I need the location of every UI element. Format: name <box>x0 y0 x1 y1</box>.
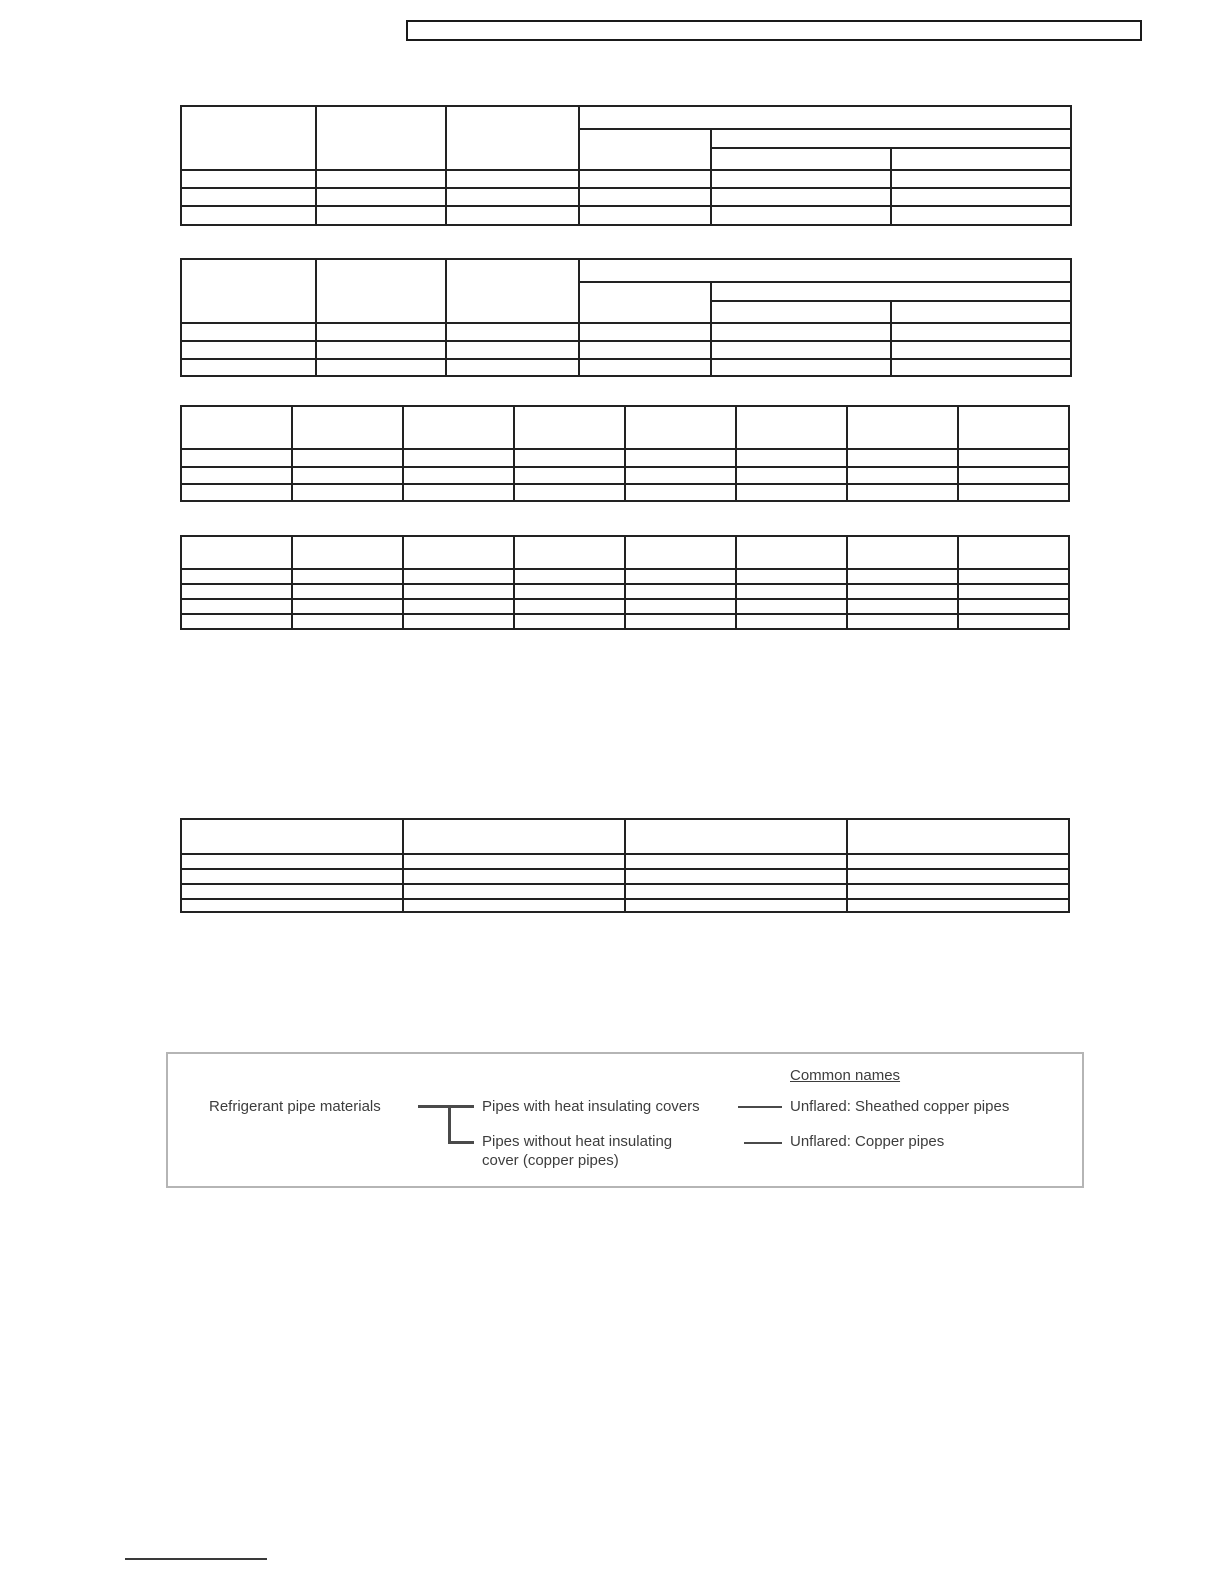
table-cell <box>403 484 514 501</box>
table-cell <box>711 323 891 341</box>
table-cell <box>958 584 1069 599</box>
branch-without-cover-label-line1: Pipes without heat insulating <box>482 1133 673 1150</box>
branch-with-cover-label: Pipes with heat insulating covers <box>482 1098 700 1115</box>
table-row <box>181 323 1071 341</box>
table-cell <box>891 301 1071 323</box>
table-2 <box>180 258 1072 377</box>
table-cell <box>958 569 1069 584</box>
table-cell <box>181 467 292 484</box>
table-cell <box>446 106 579 170</box>
common-names-heading: Common names <box>790 1067 901 1084</box>
table-cell <box>446 323 579 341</box>
table-cell <box>181 854 403 869</box>
table-row <box>181 188 1071 206</box>
table-row <box>181 854 1069 869</box>
table-row <box>181 206 1071 225</box>
table-cell <box>625 584 736 599</box>
table-cell <box>625 884 847 899</box>
table-cell <box>891 359 1071 376</box>
pipe-materials-diagram <box>166 1052 1084 1188</box>
root-connector-line <box>418 1105 450 1108</box>
table-cell <box>181 449 292 467</box>
table-cell <box>625 406 736 449</box>
table-cell <box>736 569 847 584</box>
table-cell <box>625 819 847 854</box>
table-row <box>181 341 1071 359</box>
branch-without-cover-label-line2: cover (copper pipes) <box>482 1152 619 1169</box>
table-row <box>181 449 1069 467</box>
table-cell <box>847 899 1069 912</box>
table-cell <box>891 188 1071 206</box>
table-cell <box>181 341 316 359</box>
bracket-vertical-line <box>448 1105 451 1144</box>
table-cell <box>292 467 403 484</box>
branch-with-cover-common-name: Unflared: Sheathed copper pipes <box>790 1098 1010 1115</box>
table-cell <box>736 484 847 501</box>
table-cell <box>711 170 891 188</box>
table-cell <box>403 614 514 629</box>
table-cell <box>958 449 1069 467</box>
table-row <box>181 259 1071 282</box>
table-4 <box>180 535 1070 630</box>
table-cell <box>736 406 847 449</box>
table-cell <box>514 614 625 629</box>
branch-without-cover-common-name: Unflared: Copper pipes <box>790 1133 945 1150</box>
table-cell <box>316 170 446 188</box>
table-1 <box>180 105 1072 226</box>
table-cell <box>711 206 891 225</box>
table-cell <box>446 206 579 225</box>
table-row <box>181 584 1069 599</box>
table-cell <box>711 301 891 323</box>
table-cell <box>847 599 958 614</box>
table-cell <box>891 206 1071 225</box>
table-cell <box>579 341 711 359</box>
table-cell <box>847 854 1069 869</box>
table-cell <box>514 569 625 584</box>
table-cell <box>403 536 514 569</box>
table-cell <box>403 819 625 854</box>
table-cell <box>711 282 1071 301</box>
table-row <box>181 170 1071 188</box>
table-cell <box>958 406 1069 449</box>
table-cell <box>403 869 625 884</box>
table-cell <box>847 614 958 629</box>
table-cell <box>403 854 625 869</box>
table-cell <box>446 259 579 323</box>
table-cell <box>847 819 1069 854</box>
table-row <box>181 536 1069 569</box>
table-row <box>181 899 1069 912</box>
table-cell <box>891 341 1071 359</box>
table-cell <box>292 536 403 569</box>
table-cell <box>181 259 316 323</box>
table-row <box>181 599 1069 614</box>
table-cell <box>711 341 891 359</box>
table-row <box>181 569 1069 584</box>
table-cell <box>958 467 1069 484</box>
table-cell <box>446 359 579 376</box>
table-row <box>181 819 1069 854</box>
table-cell <box>181 106 316 170</box>
table-5 <box>180 818 1070 913</box>
table-cell <box>403 884 625 899</box>
table-cell <box>514 536 625 569</box>
table-cell <box>736 449 847 467</box>
table-cell <box>958 484 1069 501</box>
table-cell <box>292 614 403 629</box>
table-cell <box>292 599 403 614</box>
table-cell <box>181 599 292 614</box>
table-cell <box>316 341 446 359</box>
table-cell <box>316 359 446 376</box>
table-cell <box>181 359 316 376</box>
table-cell <box>181 188 316 206</box>
table-row <box>181 359 1071 376</box>
table-cell <box>847 449 958 467</box>
table-cell <box>316 188 446 206</box>
table-cell <box>403 569 514 584</box>
table-row <box>181 484 1069 501</box>
table-cell <box>579 170 711 188</box>
table-cell <box>625 854 847 869</box>
branch2-name-connector-line <box>744 1142 782 1144</box>
table-cell <box>181 584 292 599</box>
table-cell <box>625 599 736 614</box>
header-box <box>406 20 1142 41</box>
table-cell <box>958 614 1069 629</box>
table-cell <box>579 259 1071 282</box>
table-cell <box>181 323 316 341</box>
footer-link[interactable] <box>125 1558 267 1560</box>
table-cell <box>514 599 625 614</box>
table-cell <box>711 148 891 170</box>
table-cell <box>514 584 625 599</box>
table-cell <box>736 467 847 484</box>
table-cell <box>736 614 847 629</box>
table-cell <box>891 148 1071 170</box>
table-cell <box>579 206 711 225</box>
table-cell <box>316 323 446 341</box>
table-cell <box>625 614 736 629</box>
table-cell <box>891 323 1071 341</box>
table-cell <box>579 359 711 376</box>
table-cell <box>181 536 292 569</box>
table-row <box>181 106 1071 129</box>
table-row <box>181 869 1069 884</box>
table-cell <box>579 282 711 323</box>
table-row <box>181 406 1069 449</box>
table-cell <box>625 449 736 467</box>
table-cell <box>736 536 847 569</box>
table-cell <box>403 406 514 449</box>
table-cell <box>446 341 579 359</box>
table-cell <box>958 599 1069 614</box>
table-row <box>181 467 1069 484</box>
table-cell <box>711 129 1071 148</box>
table-cell <box>292 584 403 599</box>
table-cell <box>316 106 446 170</box>
table-cell <box>847 584 958 599</box>
table-cell <box>711 359 891 376</box>
table-cell <box>847 484 958 501</box>
table-cell <box>181 869 403 884</box>
table-cell <box>446 188 579 206</box>
table-cell <box>292 569 403 584</box>
table-cell <box>847 406 958 449</box>
table-cell <box>847 536 958 569</box>
table-cell <box>403 584 514 599</box>
table-cell <box>625 536 736 569</box>
table-cell <box>711 188 891 206</box>
table-cell <box>847 467 958 484</box>
table-cell <box>579 106 1071 129</box>
table-cell <box>514 406 625 449</box>
table-cell <box>181 206 316 225</box>
table-cell <box>625 484 736 501</box>
table-cell <box>736 584 847 599</box>
table-row <box>181 884 1069 899</box>
table-row <box>181 614 1069 629</box>
table-cell <box>625 569 736 584</box>
table-cell <box>514 467 625 484</box>
table-cell <box>958 536 1069 569</box>
table-cell <box>446 170 579 188</box>
table-cell <box>181 484 292 501</box>
table-cell <box>181 899 403 912</box>
branch1-name-connector-line <box>738 1106 782 1108</box>
table-3 <box>180 405 1070 502</box>
table-cell <box>514 449 625 467</box>
table-cell <box>292 449 403 467</box>
branch1-stub-line <box>448 1105 474 1108</box>
table-cell <box>847 869 1069 884</box>
table-cell <box>403 599 514 614</box>
table-cell <box>181 569 292 584</box>
table-cell <box>181 614 292 629</box>
table-cell <box>403 449 514 467</box>
table-cell <box>625 899 847 912</box>
table-cell <box>847 569 958 584</box>
table-cell <box>514 484 625 501</box>
table-cell <box>181 819 403 854</box>
table-cell <box>736 599 847 614</box>
diagram-root-label: Refrigerant pipe materials <box>209 1098 381 1115</box>
table-cell <box>403 467 514 484</box>
table-cell <box>181 406 292 449</box>
table-cell <box>292 406 403 449</box>
table-cell <box>316 259 446 323</box>
table-cell <box>292 484 403 501</box>
table-cell <box>316 206 446 225</box>
table-cell <box>579 129 711 170</box>
branch2-stub-line <box>448 1141 474 1144</box>
table-cell <box>891 170 1071 188</box>
table-cell <box>625 869 847 884</box>
table-cell <box>403 899 625 912</box>
table-cell <box>847 884 1069 899</box>
table-cell <box>625 467 736 484</box>
table-cell <box>579 323 711 341</box>
table-cell <box>181 884 403 899</box>
table-cell <box>181 170 316 188</box>
table-cell <box>579 188 711 206</box>
